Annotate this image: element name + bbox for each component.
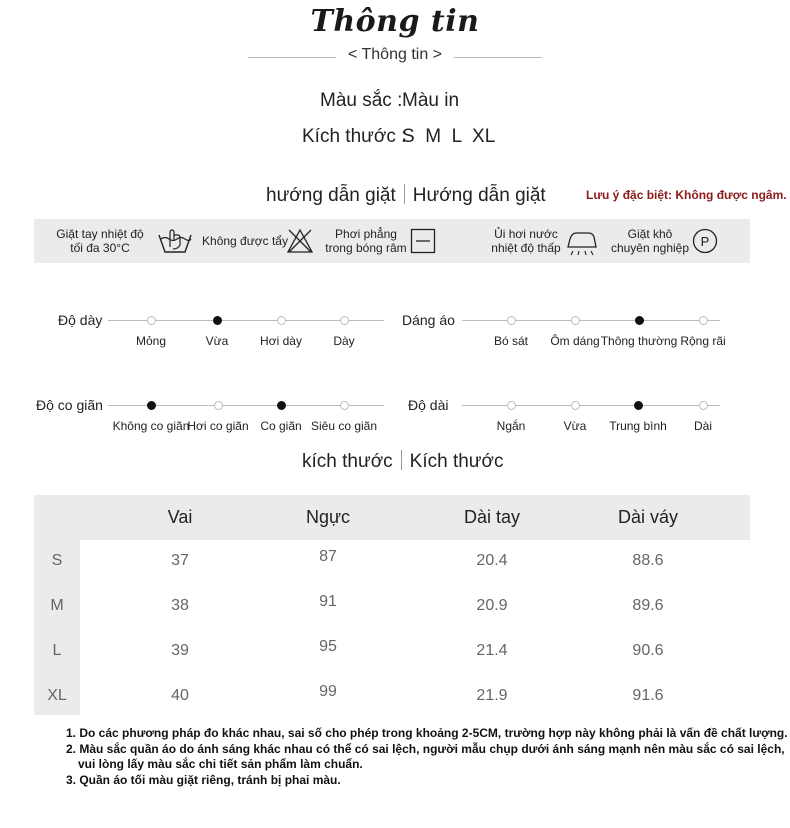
length-scale [462,405,720,406]
row-size-label: S [51,552,63,569]
fit-scale [462,320,720,321]
wash-item-line: nhiệt độ thấp [491,241,561,255]
fit-option-label: Ôm dáng [550,334,600,348]
color-label: Màu sắc : [320,90,403,111]
thickness-option-dot [213,316,222,325]
subtitle: < Thông tin > [348,46,442,63]
fit-option-dot [699,316,708,325]
thickness-option-label: Vừa [205,334,229,348]
length-option-label: Ngắn [496,419,526,433]
hand-wash-icon [156,227,194,255]
table-cell: 99 [319,683,337,700]
table-cell: 88.6 [632,552,664,569]
special-note: Lưu ý đặc biệt: Không được ngâm. [586,188,787,202]
table-cell: 37 [171,552,189,569]
table-header: Ngực [305,507,351,527]
stretch-option-label: Co giãn [260,419,302,433]
length-option-label: Vừa [563,419,587,433]
stretch-option-dot [340,401,349,410]
length-option-dot [507,401,516,410]
table-cell: 90.6 [632,642,664,659]
wash-item-line: Không được tẩy [202,234,288,248]
thickness-option-label: Mỏng [135,334,167,348]
table-cell: 21.4 [476,642,508,659]
size-values: S M L XL [402,126,496,147]
wash-item-hand-wash [46,227,154,255]
table-cell: 21.9 [476,687,508,704]
footnote: 3. Quần áo tối màu giặt riêng, tránh bị phai màu. [66,772,341,787]
dry-clean-icon [692,228,718,254]
wash-title-a: hướng dẫn giặt [266,185,396,206]
wash-item-line: chuyên nghiệp [610,241,690,255]
table-cell: 40 [171,687,189,704]
thickness-option-dot [277,316,286,325]
table-header: Vai [167,507,193,527]
table-cell: 91 [319,593,337,610]
title-separator [404,184,405,204]
wash-item-dry-clean [602,227,698,255]
stretch-option-dot [214,401,223,410]
wash-item-dry-flat [318,227,414,255]
size-section-title [302,450,503,473]
length-option-label: Trung bình [609,419,667,433]
subtitle-row [0,46,790,68]
table-header: Dài váy [617,507,679,527]
fit-option-label: Bó sát [493,334,529,348]
title-separator [401,450,402,470]
footnote: vui lòng lấy màu sắc chi tiết sản phẩm làm chuẩn. [78,757,363,771]
fit-option-dot [507,316,516,325]
table-cell: 20.4 [476,552,508,569]
footnote: 1. Do các phương pháp đo khác nhau, sai số cho phép trong khoảng 2-5CM, trường hợp này không phải là vấn đề chất lượng. [66,726,788,740]
stretch-option-label: Hơi co giãn [187,419,249,433]
fit-option-dot [635,316,644,325]
footnotes [66,726,786,788]
thickness-label: Độ dày [58,312,103,328]
fit-label: Dáng áo [402,312,455,328]
length-option-label: Dài [693,419,713,433]
wash-item-line: Ủi hơi nước [494,227,558,241]
wash-instructions-bar [34,219,750,263]
row-size-label: M [50,597,64,614]
stretch-option-label: Không co giãn [112,419,190,433]
length-option-dot [571,401,580,410]
table-cell: 95 [319,638,337,655]
fit-option-dot [571,316,580,325]
table-cell: 20.9 [476,597,508,614]
stretch-option-dot [147,401,156,410]
svg-text:P: P [700,234,710,249]
wash-item-line: Giặt khô [627,227,673,241]
size-title-b: Kích thước [409,451,504,472]
thickness-option-label: Dày [333,334,355,348]
table-cell: 89.6 [632,597,664,614]
table-cell: 91.6 [632,687,664,704]
length-option-dot [634,401,643,410]
stretch-label: Độ co giãn [36,397,103,413]
size-label: Kích thước : [302,126,407,147]
color-value: Màu in [402,90,460,111]
wash-title-b: Hướng dẫn giặt [412,185,546,206]
dry-flat-shade-icon [410,228,436,254]
length-label: Độ dài [408,397,449,413]
length-option-dot [699,401,708,410]
thickness-option-dot [147,316,156,325]
stretch-option-dot [277,401,286,410]
wash-item-steam-iron [478,227,574,255]
table-cell: 87 [319,548,337,565]
footnote: 2. Màu sắc quần áo do ánh sáng khác nhau có thể có sai lệch, người mẫu chụp dưới ánh sáng mạnh nên màu sắc có sai lệch, [66,741,785,756]
steam-iron-icon [566,227,598,257]
wash-item-line: tối đa 30°C [70,241,130,255]
table-header: Dài tay [463,507,521,527]
stretch-option-label: Siêu co giãn [310,419,378,433]
wash-section-title [266,184,546,207]
no-bleach-icon [286,228,314,254]
wash-item-no-bleach [202,234,288,248]
wash-item-line: Phơi phẳng [335,227,397,241]
fit-option-label: Rộng rãi [680,334,726,348]
wash-item-line: Giặt tay nhiệt độ [56,227,144,241]
row-size-label: XL [47,687,67,704]
thickness-option-dot [340,316,349,325]
row-size-label: L [52,642,62,659]
page-title: Thông tin [310,4,480,39]
wash-item-line: trong bóng râm [325,241,407,255]
size-title-a: kích thước [302,451,393,472]
fit-option-label: Thông thường [600,334,678,348]
table-cell: 39 [171,642,189,659]
thickness-option-label: Hơi dày [260,334,302,348]
table-cell: 38 [171,597,189,614]
